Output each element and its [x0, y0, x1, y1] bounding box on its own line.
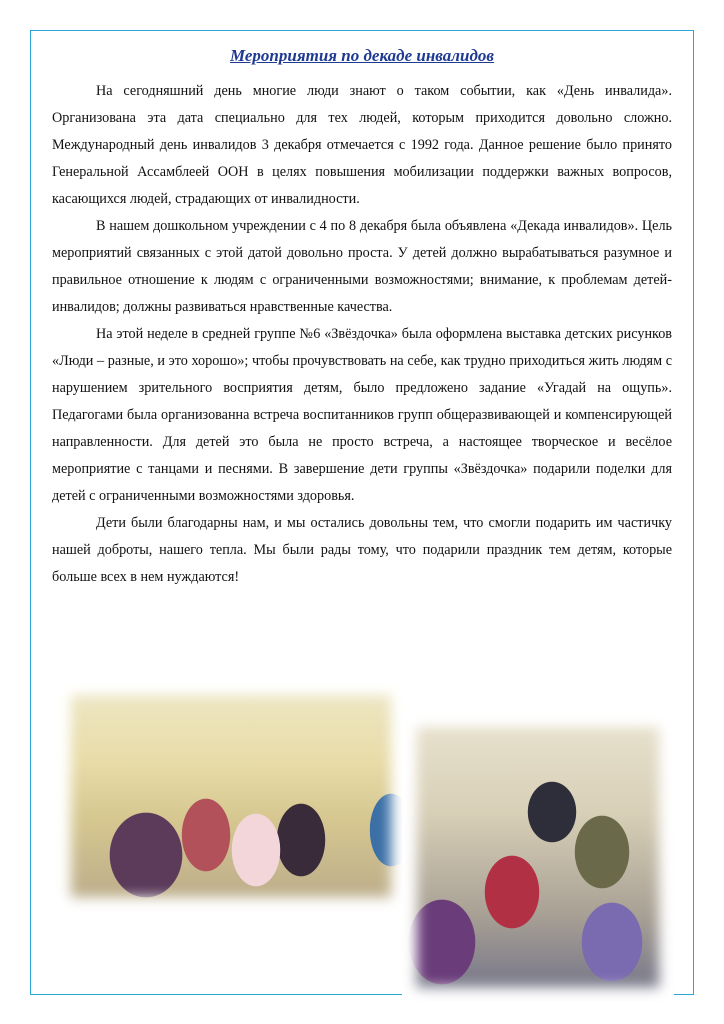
paragraph: На этой неделе в средней группе №6 «Звёздочка» была оформлена выставка детских рисунков «Люди – разные, и это хорошо»; чтобы прочувствовать на себе, как трудно приходиться жить людям с нарушением зрительного восприятия детям, было предложено задание «Угадай на ощупь». Педагогами была организованна встреча воспитанников групп общеразвивающей и компенсирующей направленности. Для детей это была не просто встреча, а настоящее творческое и весёлое мероприятие с танцами и песнями. В завершение дети группы «Звёздочка» подарили поделки для детей с ограниченными возможностями здоровья.: [52, 326, 672, 504]
photo-children-holding-crafts: [56, 680, 406, 912]
paragraph: Дети были благодарны нам, и мы остались довольны тем, что смогли подарить им частичку нашей доброты, нашего тепла. Мы были рады тому, что подарили праздник тем детям, которые больше всех в нем нуждаются!: [52, 515, 672, 585]
paragraph: На сегодняшний день многие люди знают о таком событии, как «День инвалида». Организована эта дата специально для тех людей, которым приходится довольно сложно. Международный день инвалидов 3 декабря отмечается с 1992 года. Данное решение было принято Генеральной Ассамблеей ООН в целях повышения мобилизации поддержки важных вопросов, касающихся людей, страдающих от инвалидности.: [52, 83, 672, 207]
paragraph: В нашем дошкольном учреждении с 4 по 8 декабря была объявлена «Декада инвалидов». Цель мероприятий связанных с этой датой довольно проста. У детей должно вырабатываться разумное и правильное отношение к людям с ограниченными возможностями; внимание, к проблемам детей-инвалидов; должны развиваться нравственные качества.: [52, 218, 672, 315]
document-title: Мероприятия по декаде инвалидов: [230, 46, 494, 65]
photo-children-sitting-with-crafts: [402, 712, 674, 1002]
document-body: [52, 78, 672, 591]
